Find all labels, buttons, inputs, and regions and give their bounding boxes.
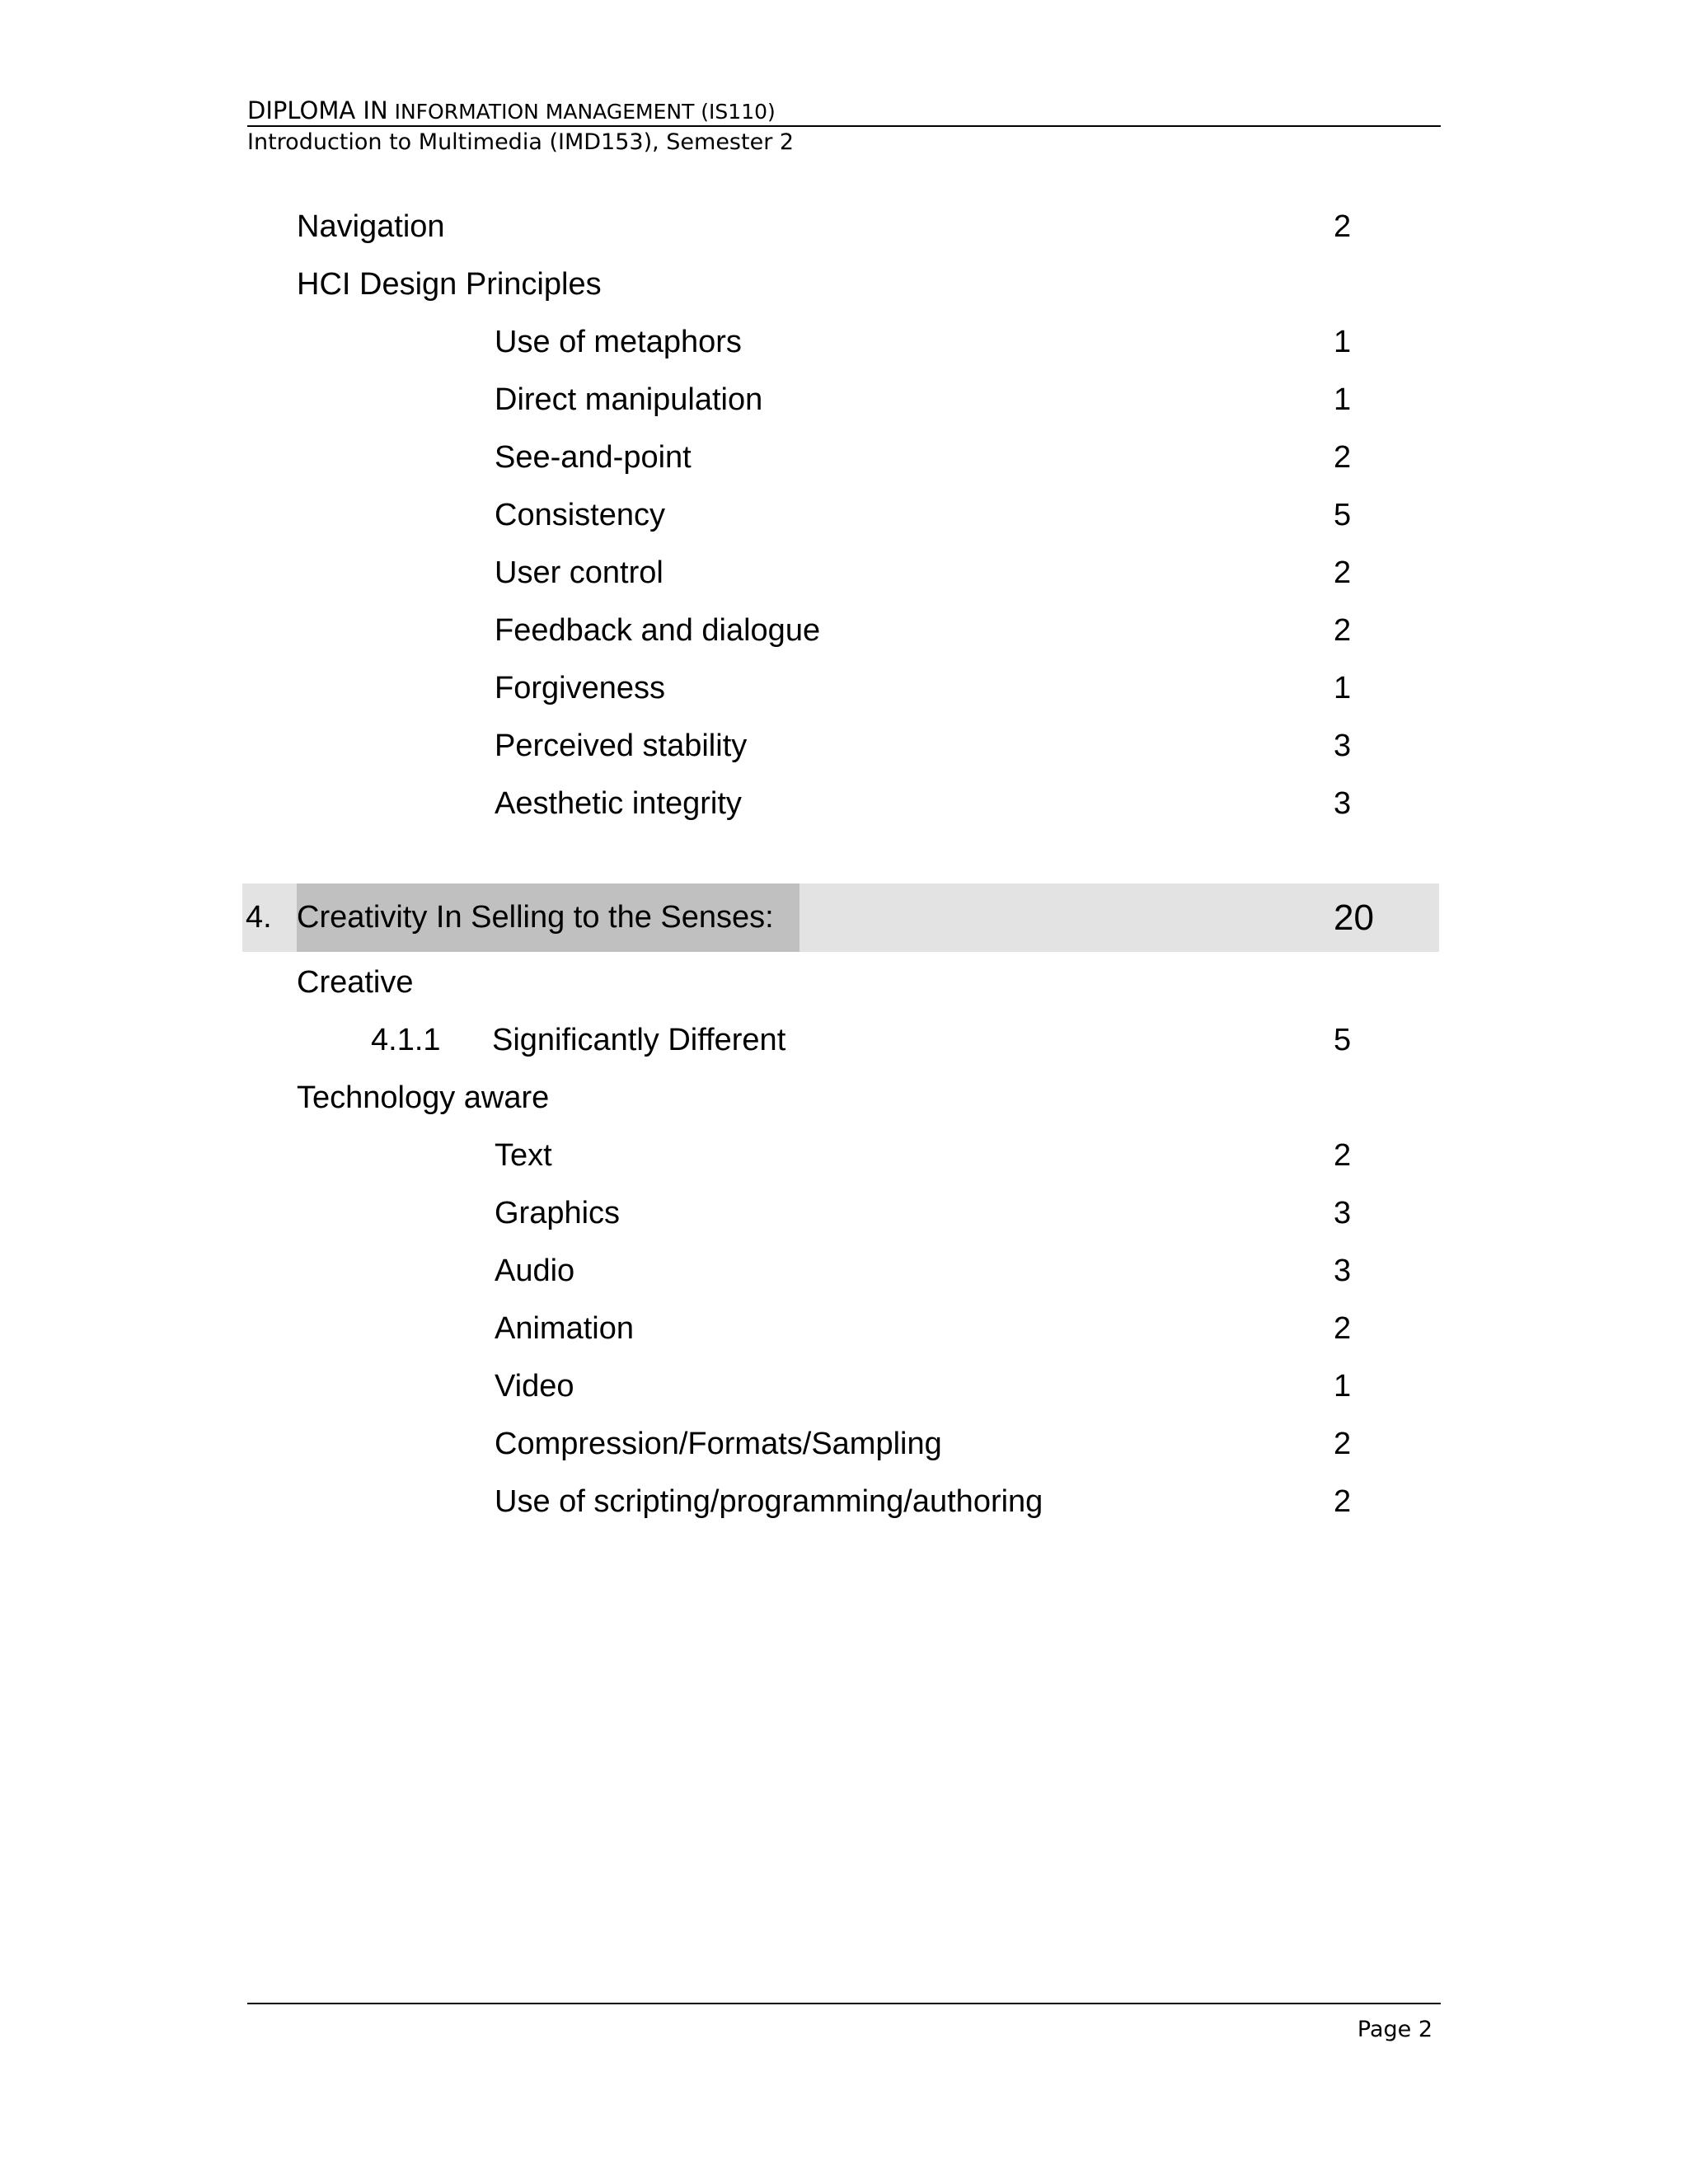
- list-item: [0, 486, 1688, 544]
- item-marks: 1: [1334, 671, 1352, 705]
- list-item: [0, 775, 1688, 832]
- header-diploma: DIPLOMA IN: [247, 96, 388, 124]
- item-label: Direct manipulation: [495, 382, 763, 417]
- list-item: [0, 1415, 1688, 1473]
- page-header: [247, 97, 1441, 157]
- list-item: [0, 198, 1688, 255]
- list-item: [0, 313, 1688, 371]
- footer-divider: [247, 2003, 1441, 2004]
- section-marks: 20: [1334, 898, 1374, 938]
- list-item: [0, 659, 1688, 717]
- list-heading: [0, 1069, 1688, 1127]
- list-item: [0, 1357, 1688, 1415]
- item-label: Compression/Formats/Sampling: [495, 1427, 942, 1461]
- item-label: Forgiveness: [495, 671, 665, 705]
- item-label: User control: [495, 555, 663, 590]
- item-label: HCI Design Principles: [297, 267, 602, 302]
- header-program: INFORMATION MANAGEMENT (IS110): [387, 100, 776, 124]
- item-marks: 2: [1334, 440, 1352, 475]
- section-heading: [0, 883, 1688, 952]
- item-marks: 1: [1334, 325, 1352, 359]
- item-marks: 2: [1334, 1138, 1352, 1173]
- section-title: Creativity In Selling to the Senses:: [297, 900, 774, 935]
- item-marks: 2: [1334, 1427, 1352, 1461]
- list-item: [0, 602, 1688, 659]
- section-number: 4.: [246, 900, 272, 935]
- item-marks: 1: [1334, 1369, 1352, 1404]
- item-marks: 2: [1334, 1484, 1352, 1519]
- item-marks: 2: [1334, 613, 1352, 648]
- item-marks: 2: [1334, 209, 1352, 244]
- list-heading: [0, 255, 1688, 313]
- item-label: Use of metaphors: [495, 325, 742, 359]
- list-item: [0, 1011, 1688, 1069]
- item-label: See-and-point: [495, 440, 692, 475]
- list-item: [0, 1300, 1688, 1357]
- item-marks: 1: [1334, 382, 1352, 417]
- item-label: Video: [495, 1369, 574, 1404]
- item-marks: 3: [1334, 786, 1352, 821]
- list-item: [0, 1184, 1688, 1242]
- item-label: Consistency: [495, 498, 665, 532]
- header-course-title: [247, 97, 1441, 127]
- item-marks: 5: [1334, 498, 1352, 532]
- list-item: [0, 717, 1688, 775]
- item-label: Aesthetic integrity: [495, 786, 742, 821]
- page-number: Page 2: [1357, 2017, 1432, 2042]
- item-label: Graphics: [495, 1196, 621, 1230]
- list-item: [0, 429, 1688, 486]
- list-item: [0, 1473, 1688, 1530]
- item-marks: 3: [1334, 1254, 1352, 1288]
- item-label: Text: [495, 1138, 552, 1173]
- item-marks: 2: [1334, 555, 1352, 590]
- list-item: [0, 544, 1688, 602]
- list-item: [0, 1242, 1688, 1300]
- item-label: Audio: [495, 1254, 575, 1288]
- subsection-number: 4.1.1: [371, 1023, 441, 1057]
- item-marks: 2: [1334, 1311, 1352, 1346]
- item-label: Navigation: [297, 209, 445, 244]
- item-marks: 3: [1334, 729, 1352, 763]
- item-label: Significantly Different: [492, 1023, 786, 1057]
- item-label: Feedback and dialogue: [495, 613, 821, 648]
- item-label: Use of scripting/programming/authoring: [495, 1484, 1043, 1519]
- list-heading: [0, 954, 1688, 1011]
- list-item: [0, 371, 1688, 429]
- item-label: Perceived stability: [495, 729, 748, 763]
- item-label: Technology aware: [297, 1080, 550, 1115]
- item-label: Creative: [297, 965, 414, 1000]
- item-label: Animation: [495, 1311, 634, 1346]
- item-marks: 3: [1334, 1196, 1352, 1230]
- list-item: [0, 1127, 1688, 1184]
- item-marks: 5: [1334, 1023, 1352, 1057]
- header-subject: Introduction to Multimedia (IMD153), Semester 2: [247, 129, 795, 155]
